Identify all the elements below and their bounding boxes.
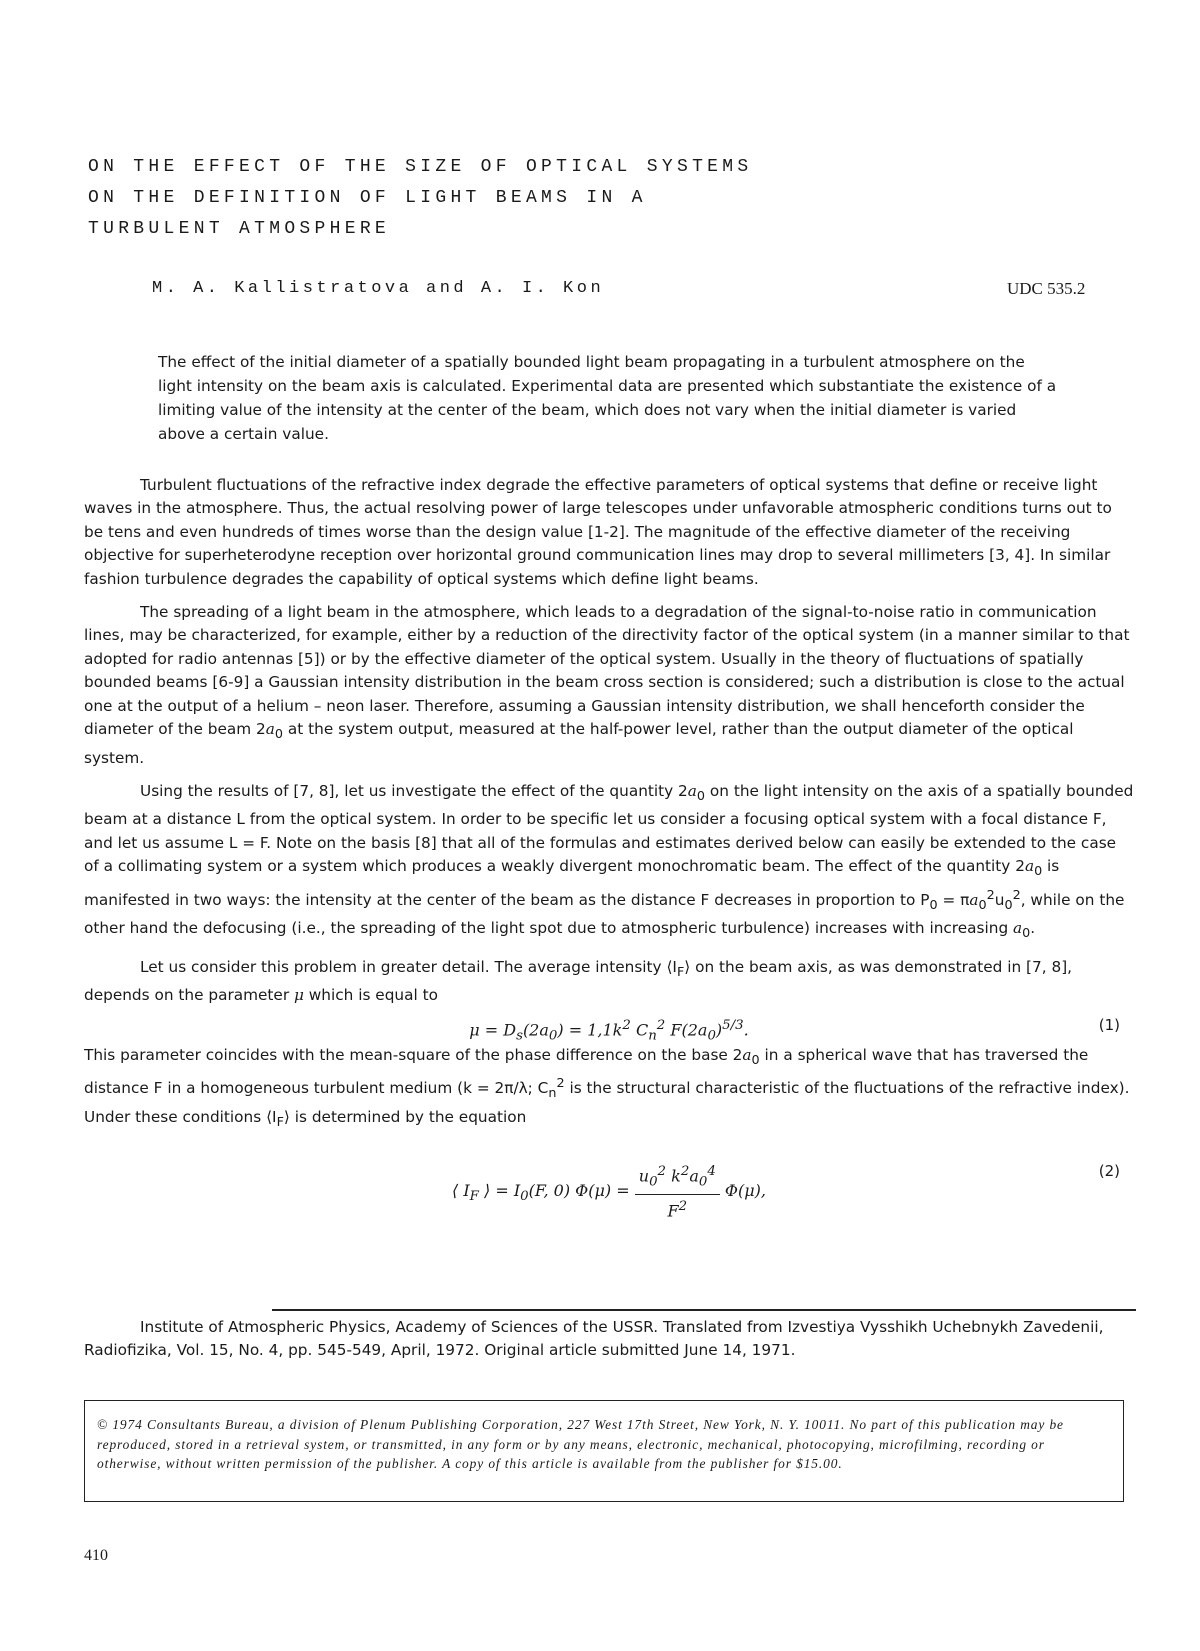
equation-1 [84, 1010, 1134, 1044]
title-line-1: ON THE EFFECT OF THE SIZE OF OPTICAL SYSTEMS [88, 157, 753, 177]
paragraph-3: Using the results of [7, 8], let us investigate the effect of the quantity $2a_0$ on the light intensity on the axis of a spatially bounded beam at a distance L from the optical system. In order to be specific let us consider a focusing optical system with a focal distance F, and let us assume L = F. Note on the basis [8] that all of the formulas and estimates derived below can easily be extended to the case of a collimating system or a system which produces a weakly divergent monochromatic beam. The effect of the quantity $2a_0$ is manifested in two ways: the intensity at the center of the beam as the distance F decreases in proportion to $P_0 = \pi a_0^2u_0^2$, while on the other hand the defocusing (i.e., the spreading of the light spot due to atmospheric turbulence) increases with increasing $a_0$. [84, 781, 1134, 942]
equation-1-number: (1) [1098, 1015, 1120, 1034]
copyright-text: © 1974 Consultants Bureau, a division of Plenum Publishing Corporation, 227 West 17th Street, New York, N. Y. 10011. No part of this publication may be reproduced, stored in a retrieval system, or transmitted, in any form or by any means, electronic, mechanical, photocopying, microfilming, recording or otherwise, without written permission of the publisher. A copy of this article is available from the publisher for $15.00. [97, 1417, 1064, 1472]
equation-2-number: (2) [1098, 1161, 1120, 1180]
paragraph-1: Turbulent fluctuations of the refractive index degrade the effective parameters of optical systems that define or receive light waves in the atmosphere. Thus, the actual resolving power of large telescopes under unfavorable atmospheric conditions turns out to be tens and even hundreds of times worse than the design value [1-2]. The magnitude of the effective diameter of the receiving objective for superheterodyne reception over horizontal ground communication lines may drop to several millimeters [3, 4]. In similar fashion turbulence degrades the capability of optical systems which define light beams. [84, 476, 1112, 588]
footnote-rule [272, 1309, 1136, 1311]
equation-1-formula: $\mu = D_s(2a_0) = 1,1k^2$ $C_n^2$ $F(2a_0)^{5/3}$. [469, 1017, 749, 1044]
article-body [84, 474, 1134, 1221]
affiliation-footnote: Institute of Atmospheric Physics, Academy of Sciences of the USSR. Translated from Izvestiya Vysshikh Uchebnykh Zavedenii, Radiofizika, Vol. 15, No. 4, pp. 545-549, April, 1972. Original article submitted June 14, 1971. [84, 1318, 1104, 1360]
page-number: 410 [84, 1547, 108, 1564]
equation-2-formula: ⟨ $I_F$ ⟩ = $I_0(F$, 0) Φ(μ) = $\frac{u_0^2 k^2a_0^4}{F^2}$ Φ(μ), [84, 1160, 1134, 1223]
paragraph-5: This parameter coincides with the mean-square of the phase difference on the base $2a_0$ in a spherical wave that has traversed the distance F in a homogeneous turbulent medium (k = 2π/λ; $C_n^2$ is the structural characteristic of the fluctuations of the refractive index). Under these conditions $⟨I_F⟩$ is determined by the equation [84, 1045, 1130, 1130]
title-line-3: TURBULENT ATMOSPHERE [88, 219, 391, 239]
udc-code: UDC 535.2 [1007, 279, 1086, 298]
equation-2 [84, 1142, 1134, 1221]
title-line-2: ON THE DEFINITION OF LIGHT BEAMS IN A [88, 188, 647, 208]
abstract: The effect of the initial diameter of a spatially bounded light beam propagating in a turbulent atmosphere on the light intensity on the beam axis is calculated. Experimental data are presented which substantiate the existence of a limiting value of the intensity at the center of the beam, which does not vary when the initial diameter is varied above a certain value. [158, 353, 1057, 443]
copyright-box [84, 1400, 1124, 1502]
article-title [88, 152, 988, 245]
authors: M. A. Kallistratova and A. I. Kon [152, 279, 605, 298]
paragraph-2: The spreading of a light beam in the atmosphere, which leads to a degradation of the signal-to-noise ratio in communication lines, may be characterized, for example, either by a reduction of the directivity factor of the optical system (in a manner similar to that adopted for radio antennas [5]) or by the effective diameter of the optical system. Usually in the theory of fluctuations of spatially bounded beams [6-9] a Gaussian intensity distribution in the beam cross section is considered; such a distribution is close to the actual one at the output of a helium – neon laser. Therefore, assuming a Gaussian intensity distribution, we shall henceforth consider the diameter of the beam $2a_0$ at the system output, measured at the half-power level, rather than the output diameter of the optical system. [84, 603, 1130, 767]
paragraph-4: Let us consider this problem in greater detail. The average intensity $⟨I_F⟩$ on the beam axis, as was demonstrated in [7, 8], depends on the parameter μ which is equal to [84, 957, 1073, 1005]
